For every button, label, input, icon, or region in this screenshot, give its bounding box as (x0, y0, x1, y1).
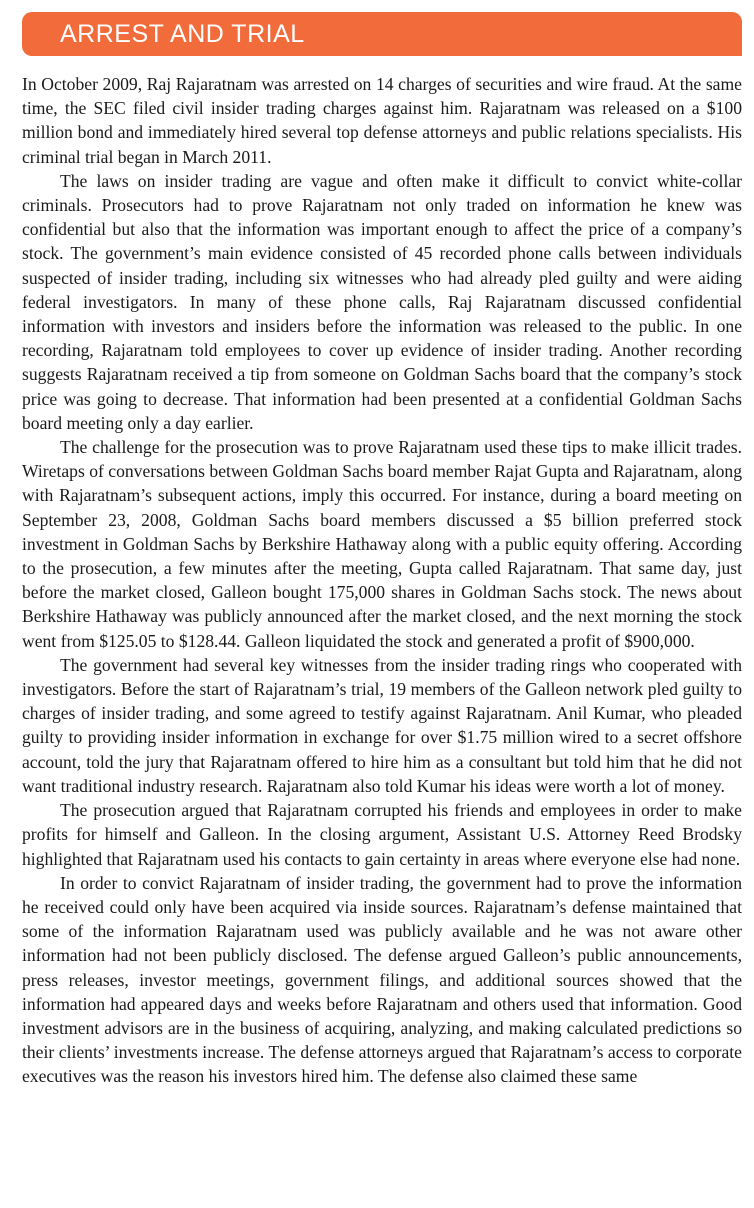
paragraph-1: In October 2009, Raj Rajaratnam was arrested on 14 charges of securities and wire fraud. At the same time, the SEC filed civil insider trading charges against him. Rajaratnam was released on a $100 million bond and immediately hired several top defense attorneys and public relations specialists. His criminal trial began in March 2011. (22, 74, 742, 167)
paragraph-3: The challenge for the prosecution was to prove Rajaratnam used these tips to make illicit trades. Wiretaps of conversations between Goldman Sachs board member Rajat Gupta and Rajaratnam, along with Rajaratnam’s subsequent actions, imply this occurred. For instance, during a board meeting on September 23, 2008, Goldman Sachs board members discussed a $5 billion preferred stock investment in Goldman Sachs by Berkshire Hathaway along with a public equity offering. According to the prosecution, a few minutes after the meeting, Gupta called Rajaratnam. That same day, just before the market closed, Galleon bought 175,000 shares in Goldman Sachs stock. The news about Berkshire Hathaway was publicly announced after the market closed, and the next morning the stock went from $125.05 to $128.44. Galleon liquidated the stock and generated a profit of $900,000. (22, 437, 742, 651)
section-title: ARREST AND TRIAL (60, 19, 305, 48)
paragraph-4: The government had several key witnesses from the insider trading rings who cooperated with investigators. Before the start of Rajaratnam’s trial, 19 members of the Galleon network pled guilty to charges of insider trading, and some agreed to testify against Rajaratnam. Anil Kumar, who pleaded guilty to providing insider information in exchange for over $1.75 million wired to a secret offshore account, told the jury that Rajaratnam offered to hire him as a consultant but told him that he did not want traditional industry research. Rajaratnam also told Kumar his ideas were worth a lot of money. (22, 654, 742, 796)
section-header-banner (22, 12, 742, 56)
paragraph-6: In order to convict Rajaratnam of insider trading, the government had to prove the information he received could only have been acquired via inside sources. Rajaratnam’s defense maintained that some of the information Rajaratnam used was publicly available and he was not aware other information had not been publicly disclosed. The defense argued Galleon’s public announcements, press releases, investor meetings, government filings, and additional sources showed that the information had appeared days and weeks before Rajaratnam and others used that information. Good investment advisors are in the business of acquiring, analyzing, and making calculated predictions so their clients’ investments increase. The defense attorneys argued that Rajaratnam’s access to corporate executives was the reason his investors hired him. The defense also claimed these same (22, 872, 742, 1087)
article-body (22, 72, 742, 1089)
paragraph-5: The prosecution argued that Rajaratnam corrupted his friends and employees in order to make profits for himself and Galleon. In the closing argument, Assistant U.S. Attorney Reed Brodsky highlighted that Rajaratnam used his contacts to gain certainty in areas where everyone else had none. (22, 800, 742, 869)
paragraph-2: The laws on insider trading are vague and often make it difficult to convict white-collar criminals. Prosecutors had to prove Rajaratnam not only traded on information he knew was confidential but also that the information was important enough to affect the price of a company’s stock. The government’s main evidence consisted of 45 recorded phone calls between individuals suspected of insider trading, including six witnesses who had already pled guilty and were aiding federal investigators. In many of these phone calls, Raj Rajaratnam discussed confidential information with investors and insiders before the information was released to the public. In one recording, Rajaratnam told employees to cover up evidence of insider trading. Another recording suggests Rajaratnam received a tip from someone on Goldman Sachs board that the company’s stock price was going to decrease. That information had been presented at a confidential Goldman Sachs board meeting only a day earlier. (22, 170, 742, 433)
